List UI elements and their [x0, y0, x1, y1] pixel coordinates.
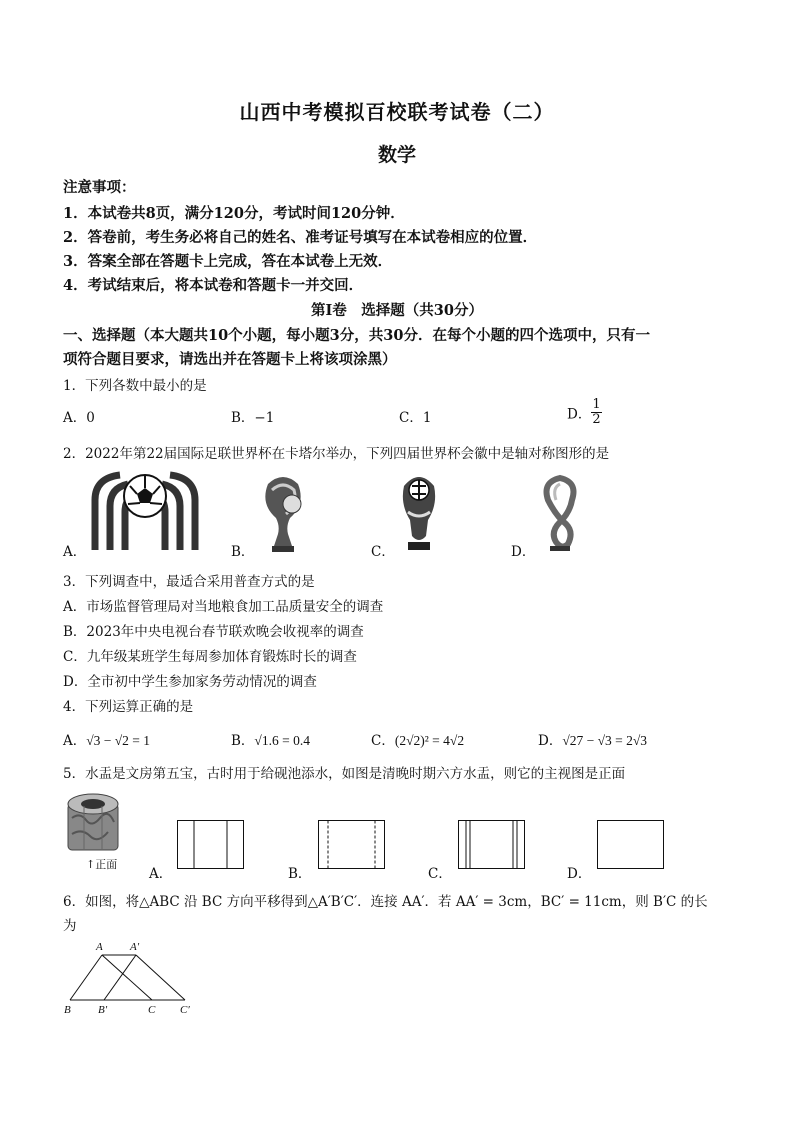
- q5-option-d: D．: [567, 866, 592, 882]
- front-direction-label: ↑正面: [86, 858, 118, 871]
- q4-option-b: [231, 729, 310, 749]
- q6-segment-ac: [102, 955, 152, 1000]
- notice-heading: 注意事项：: [63, 179, 136, 196]
- section-instruction-line2: 项符合题目要求，请选出并在答题卡上将该项涂黑）: [63, 351, 397, 368]
- q4-option-c-label: C．: [371, 733, 395, 749]
- q5-option-b: B．: [288, 866, 312, 882]
- q6-label-a-prime: A′: [130, 941, 140, 953]
- q6-label-c: C: [148, 1004, 156, 1016]
- notice-item-1: 1．本试卷共8页，满分120分，考试时间120分钟．: [63, 205, 405, 222]
- q2-option-d: D．: [511, 544, 536, 560]
- q3-stem: 3．下列调查中，最适合采用普查方式的是: [63, 574, 315, 590]
- exam-subject: 数学: [377, 144, 416, 166]
- q5-option-c: C．: [428, 866, 452, 882]
- q4-option-a-label: A．: [63, 733, 87, 749]
- q3-option-a: A．市场监督管理局对当地粮食加工品质量安全的调查: [63, 599, 384, 615]
- q4-option-d-expr: √27 − √3 = 2√3: [562, 733, 648, 748]
- emblem-c-icon: [398, 472, 440, 554]
- q1-option-c: C．1: [399, 410, 432, 426]
- q2-option-c: C．: [371, 544, 395, 560]
- q3-option-b: B．2023年中央电视台春节联欢晚会收视率的调查: [63, 624, 364, 640]
- q6-label-b-prime: B′: [98, 1004, 108, 1016]
- q6-label-b: B: [64, 1004, 71, 1016]
- q4-option-b-label: B．: [231, 733, 255, 749]
- q4-option-c-expr: (2√2)² = 4√2: [394, 733, 465, 748]
- q5-option-a-figure: [177, 820, 245, 870]
- emblem-d-icon: [538, 474, 582, 554]
- notice-item-4: 4．考试结束后，将本试卷和答题卡一并交回．: [63, 277, 364, 294]
- q4-option-b-expr: √1.6 = 0.4: [254, 733, 310, 748]
- q1-option-a: A．0: [63, 410, 95, 426]
- notice-item-2: 2．答卷前，考生务必将自己的姓名、准考证号填写在本试卷相应的位置．: [63, 229, 538, 246]
- q1-option-d-denominator: 2: [592, 412, 601, 427]
- water-jar-image: [66, 790, 120, 852]
- q6-segment-a2c2: [136, 955, 185, 1000]
- q6-segment-ab: [70, 955, 102, 1000]
- q1-option-d-numerator: 1: [592, 397, 601, 412]
- q4-option-a: [63, 729, 150, 749]
- q1-option-d-fraction: [591, 398, 601, 427]
- q4-stem: 4．下列运算正确的是: [63, 699, 194, 715]
- q6-stem-line2: 为: [63, 918, 77, 934]
- q3-option-d: D．全市初中学生参加家务劳动情况的调查: [63, 674, 317, 690]
- q2-option-a: A．: [63, 544, 87, 560]
- q5-stem: 5．水盂是文房第五宝，古时用于给砚池添水，如图是清晚时期六方水盂，则它的主视图是正面: [63, 766, 626, 782]
- q5-option-a: A．: [149, 866, 173, 882]
- q4-option-d: [538, 729, 647, 749]
- q3-option-c: C．九年级某班学生每周参加体育锻炼时长的调查: [63, 649, 357, 665]
- q1-stem: 1．下列各数中最小的是: [63, 378, 207, 394]
- q1-option-d: [567, 398, 602, 427]
- section-title: 第Ⅰ卷 选择题（共30分）: [311, 302, 483, 319]
- q6-stem-line1: 6．如图，将△ABC 沿 BC 方向平移得到△A′B′C′．连接 AA′．若 AA′ = 3cm，BC′ = 11cm，则 B′C 的长: [63, 894, 708, 910]
- q2-option-b: B．: [231, 544, 255, 560]
- q5-option-b-figure: [318, 820, 386, 870]
- q6-label-c-prime: C′: [180, 1004, 190, 1016]
- q2-stem: 2．2022年第22届国际足联世界杯在卡塔尔举办，下列四届世界杯会徽中是轴对称图形的是: [63, 446, 610, 462]
- notice-item-3: 3．答案全部在答题卡上完成，答在本试卷上无效．: [63, 253, 393, 270]
- q6-translation-diagram: [60, 938, 200, 1018]
- q6-label-a: A: [96, 941, 103, 953]
- q5-option-d-figure: [597, 820, 665, 870]
- emblem-b-icon: [258, 474, 308, 554]
- q4-option-d-label: D．: [538, 733, 563, 749]
- q1-option-b: B．−1: [231, 410, 275, 426]
- section-instruction-line1: 一、选择题（本大题共10个小题，每小题3分，共30分．在每个小题的四个选项中，只有一: [63, 327, 650, 344]
- emblem-a-icon: [90, 470, 200, 552]
- q1-option-d-label: D．: [567, 406, 592, 423]
- q4-option-a-expr: √3 − √2 = 1: [86, 733, 151, 748]
- q4-option-c: [371, 729, 464, 749]
- q5-option-c-figure: [458, 820, 526, 870]
- exam-title: 山西中考模拟百校联考试卷（二）: [239, 100, 555, 124]
